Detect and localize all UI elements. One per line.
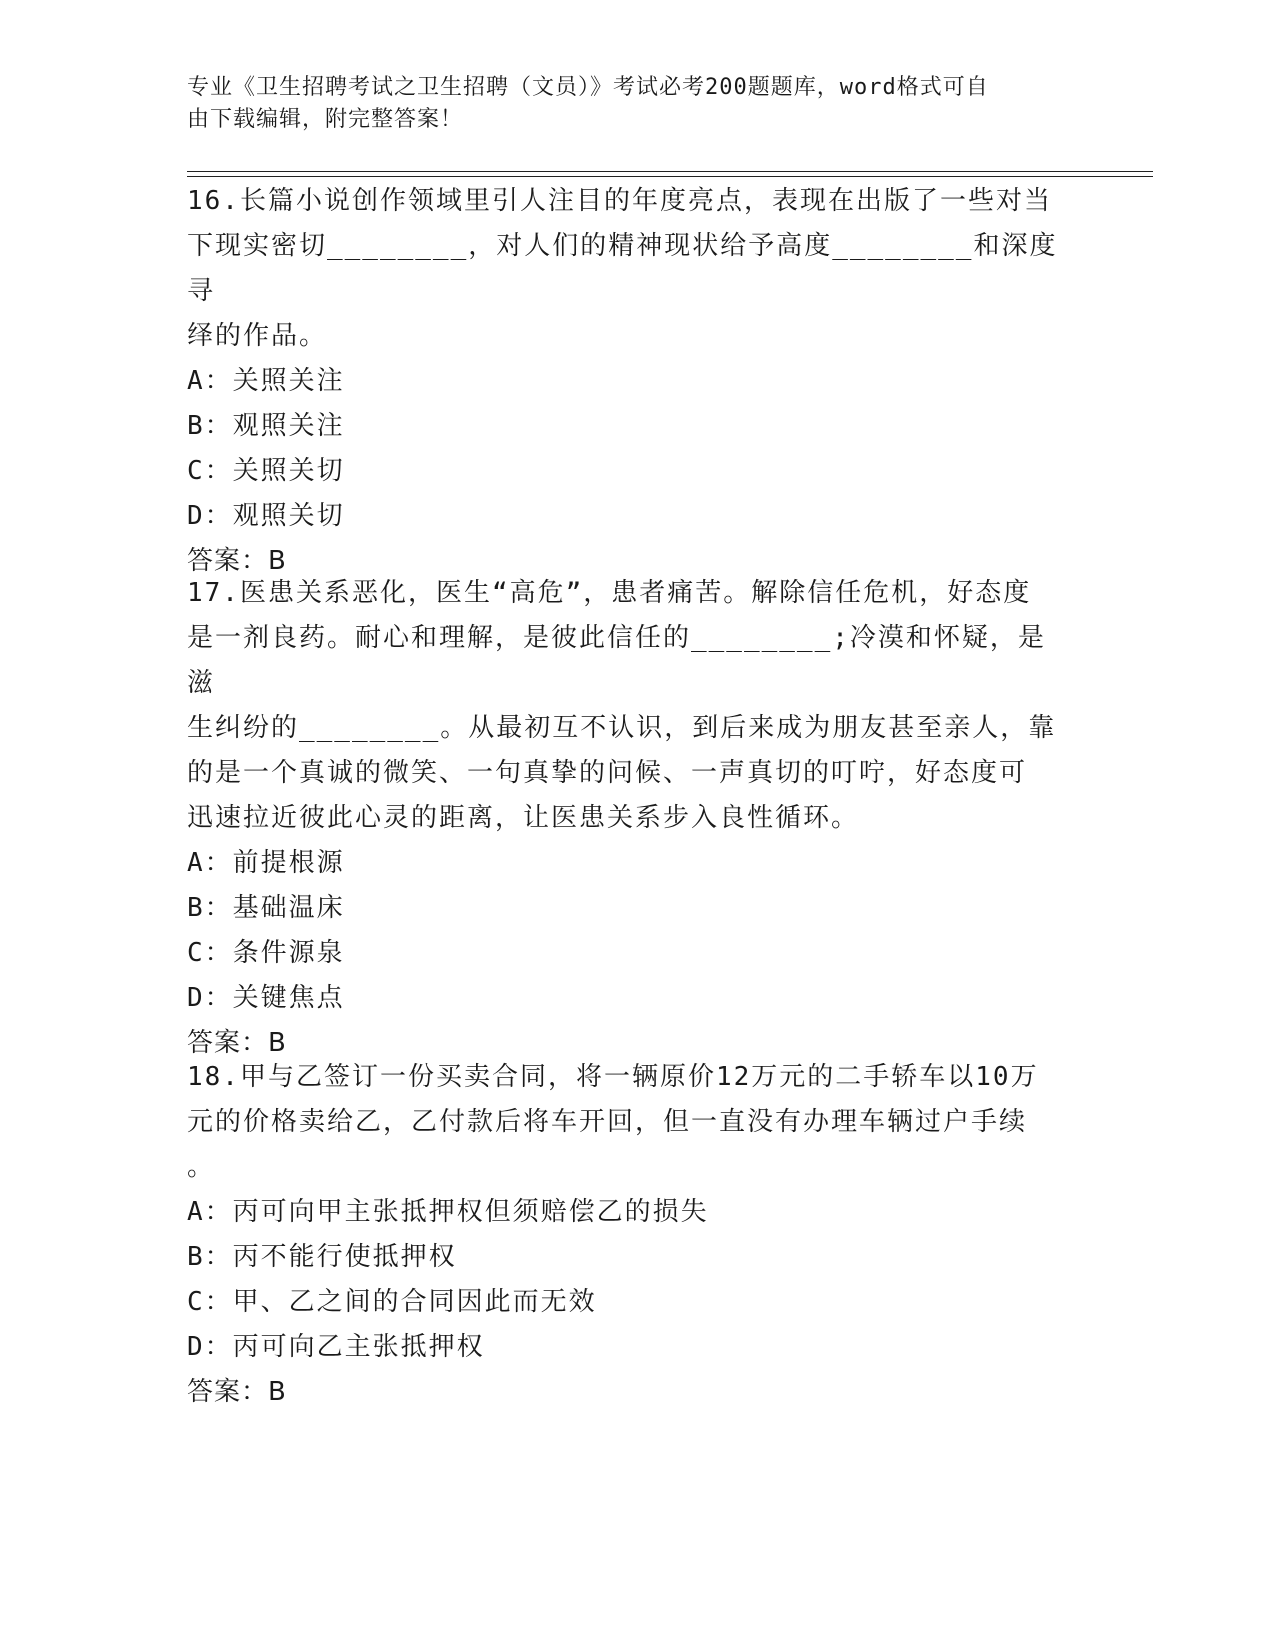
answer: 答案：B <box>187 1028 287 1058</box>
option-list <box>187 359 1067 539</box>
option-c: C：条件源泉 <box>187 938 345 968</box>
option-d: D：关键焦点 <box>187 983 345 1013</box>
header-line-2: 由下载编辑，附完整答案！ <box>187 107 464 132</box>
question-stem <box>187 179 1067 359</box>
header-divider-top <box>187 171 1153 172</box>
header-line-1: 专业《卫生招聘考试之卫生招聘（文员）》考试必考200题题库，word格式可自 <box>187 75 989 100</box>
option-a: A：前提根源 <box>187 848 345 878</box>
option-d: D：丙可向乙主张抵押权 <box>187 1332 485 1362</box>
stem-line: 元的价格卖给乙，乙付款后将车开回，但一直没有办理车辆过户手续 <box>187 1107 1028 1137</box>
option-c: C：甲、乙之间的合同因此而无效 <box>187 1287 597 1317</box>
stem-line: 。 <box>187 1152 216 1182</box>
option-list <box>187 1190 1067 1370</box>
option-b: B：基础温床 <box>187 893 345 923</box>
option-list <box>187 841 1067 1021</box>
document-header <box>187 72 1067 136</box>
stem-line: 迅速拉近彼此心灵的距离，让医患关系步入良性循环。 <box>187 803 860 833</box>
question-stem <box>187 571 1067 841</box>
stem-line: 17.医患关系恶化，医生“高危”，患者痛苦。解除信任危机，好态度 <box>187 578 1032 608</box>
stem-line: 16.长篇小说创作领域里引人注目的年度亮点，表现在出版了一些对当 <box>187 186 1052 216</box>
question-18 <box>187 1055 1067 1415</box>
stem-line: 生纠纷的________。从最初互不认识，到后来成为朋友甚至亲人，靠 <box>187 713 1057 743</box>
stem-line: 是一剂良药。耐心和理解，是彼此信任的________;冷漠和怀疑，是滋 <box>187 623 1046 698</box>
stem-line: 的是一个真诚的微笑、一句真挚的问候、一声真切的叮咛，好态度可 <box>187 758 1028 788</box>
option-a: A：关照关注 <box>187 366 345 396</box>
question-17 <box>187 571 1067 1066</box>
stem-line: 绎的作品。 <box>187 321 328 351</box>
stem-line: 18.甲与乙签订一份买卖合同，将一辆原价12万元的二手轿车以10万 <box>187 1062 1039 1092</box>
option-b: B：丙不能行使抵押权 <box>187 1242 457 1272</box>
answer: 答案：B <box>187 1377 287 1407</box>
answer: 答案：B <box>187 546 287 576</box>
option-b: B：观照关注 <box>187 411 345 441</box>
option-c: C：关照关切 <box>187 456 345 486</box>
question-16 <box>187 179 1067 584</box>
option-a: A：丙可向甲主张抵押权但须赔偿乙的损失 <box>187 1197 709 1227</box>
option-d: D：观照关切 <box>187 501 345 531</box>
stem-line: 下现实密切________，对人们的精神现状给予高度________和深度寻 <box>187 231 1058 306</box>
header-divider-bottom <box>187 176 1153 177</box>
question-stem <box>187 1055 1067 1190</box>
